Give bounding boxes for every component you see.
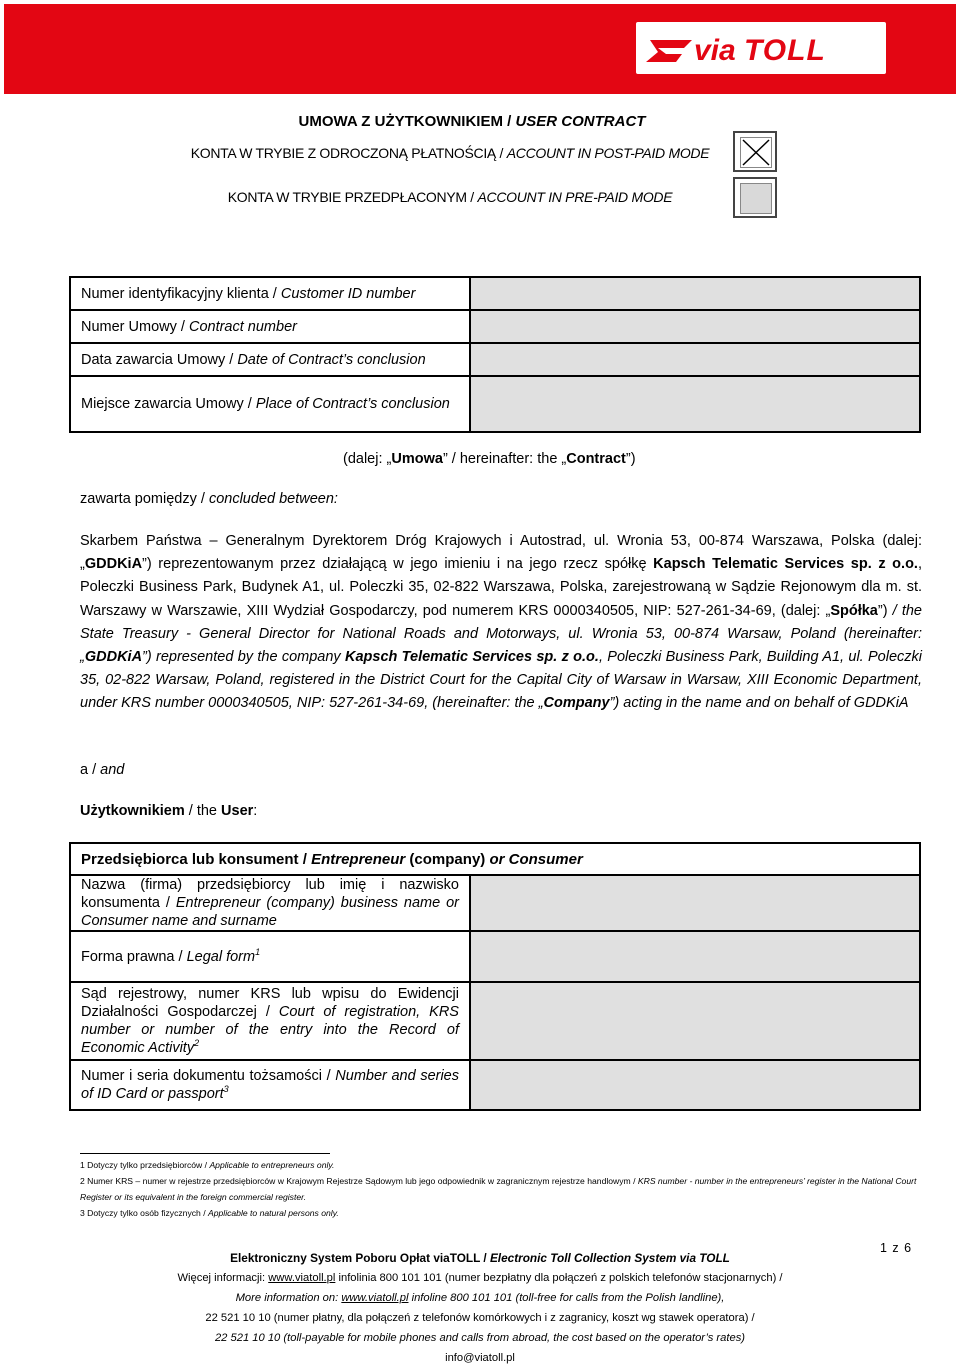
contract-date-field[interactable] (470, 343, 920, 376)
parties-paragraph: Skarbem Państwa – Generalnym Dyrektorem Dróg Krajowych i Autostrad, ul. Wronia 53, 00-874 Warszawa, Polska (dalej: „GDDKiA”) reprezentowanym przez działającą w jego imieniu i na jego rzecz spółkę Kapsch Telematic Services sp. z o.o., Poleczki Business Park, Budynek A1, ul. Poleczki 35, 02-822 Warszawa, Polska, zarejestrowaną w Sądzie Rejonowym dla m. st. Warszawy w Warszawie, XIII Wydział Gospodarczy, pod numerem KRS 0000340505, NIP: 527-261-34-69, (dalej: „Spółka”) / the State Treasury - General Director for National Roads and Motorways, ul. Wronia 53, 00-874 Warsaw, Poland (hereinafter: „GDDKiA”) represented by the company Kapsch Telematic Services sp. z o.o., Poleczki Business Park, Building A1, ul. Poleczki 35, 02-822 Warsaw, Poland, registered in the District Court for the Capital City of Warsaw in Warsaw, XIII Economic Department, under KRS number 0000340505, NIP: 527-261-34-69, (hereinafter: the „Company”) acting in the name and on behalf of GDDKiA (80, 533, 922, 712)
hereinafter-contract: (dalej: „Umowa” / hereinafter: the „Contract”) (343, 451, 636, 467)
footnote-3: 3 Dotyczy tylko osób fizycznych / Applicable to natural persons only. (80, 1208, 339, 1218)
id-document-label: Numer i seria dokumentu tożsamości / Number and series of ID Card or passport$^3$ (70, 1060, 470, 1110)
page-number: 1 z 6 (880, 1241, 913, 1255)
and-line: a / and (80, 762, 125, 778)
postpaid-checkbox[interactable] (733, 131, 777, 172)
prepaid-mode-label: KONTA W TRYBIE PRZEDPŁACONYM / ACCOUNT IN PRE-PAID MODE (227, 189, 673, 205)
website-link-en[interactable]: www.viatoll.pl (341, 1292, 409, 1304)
footer-info-pl: Więcej informacji: www.viatoll.pl infolinia 800 101 101 (numer bezpłatny dla połączeń z polskich telefonów stacjonarnych) / (177, 1272, 783, 1284)
concluded-between: zawarta pomiędzy / concluded between: (80, 491, 338, 507)
svg-text:via: via (694, 34, 736, 67)
prepaid-checkbox[interactable] (733, 177, 777, 218)
user-type-heading: Przedsiębiorca lub konsument / Entrepreneur (company) or Consumer (70, 843, 920, 875)
footer-info-en: More information on: www.viatoll.pl infoline 800 101 101 (toll-free for calls from the Polish landline), (235, 1292, 725, 1304)
footer-paid-en: 22 521 10 10 (toll-payable for mobile phones and calls from abroad, the cost based on the operator’s rates) (214, 1332, 746, 1344)
viatoll-logo (636, 22, 886, 74)
footnote-2: 2 Numer KRS – numer w rejestrze przedsiębiorców w Krajowym Rejestrze Sądowym lub jego odpowiednik w zagranicznym rejestrze handlowym / KRS number - number in the entrepreneurs’ register in the National Court Register or its equivalent in the foreign commercial register. (80, 1176, 917, 1202)
svg-text:TOLL: TOLL (744, 34, 826, 67)
customer-id-label: Numer identyfikacyjny klienta / Customer ID number (70, 277, 470, 310)
contract-date-label: Data zawarcia Umowy / Date of Contract’s conclusion (70, 343, 470, 376)
contract-place-field[interactable] (470, 376, 920, 432)
footnote-divider (80, 1153, 330, 1154)
footer-email[interactable]: info@viatoll.pl (445, 1352, 515, 1364)
business-name-field[interactable] (470, 875, 920, 931)
footnote-1: 1 Dotyczy tylko przedsiębiorców / Applicable to entrepreneurs only. (80, 1160, 335, 1170)
contract-place-label: Miejsce zawarcia Umowy / Place of Contract’s conclusion (70, 376, 470, 432)
legal-form-label: Forma prawna / Legal form$^1$ (70, 931, 470, 982)
user-details-table (69, 842, 921, 1111)
id-document-field[interactable] (470, 1060, 920, 1110)
court-registration-field[interactable] (470, 982, 920, 1060)
postpaid-mode-label: KONTA W TRYBIE Z ODROCZONĄ PŁATNOŚCIĄ / ACCOUNT IN POST-PAID MODE (190, 145, 710, 161)
business-name-label: Nazwa (firma) przedsiębiorcy lub imię i nazwisko konsumenta / Entrepreneur (company) business name or Consumer name and surname (70, 875, 470, 931)
contract-details-table (69, 276, 921, 433)
footer-system-name: Elektroniczny System Poboru Opłat viaTOLL / Electronic Toll Collection System via TOLL (230, 1251, 730, 1265)
contract-number-label: Numer Umowy / Contract number (70, 310, 470, 343)
user-line: Użytkownikiem / the User: (80, 803, 258, 819)
website-link[interactable]: www.viatoll.pl (268, 1272, 336, 1284)
check-x-icon (742, 139, 770, 166)
contract-number-field[interactable] (470, 310, 920, 343)
legal-form-field[interactable] (470, 931, 920, 982)
contract-title: UMOWA Z UŻYTKOWNIKIEM / USER CONTRACT (298, 113, 646, 130)
footer-paid-pl: 22 521 10 10 (numer płatny, dla połączeń z telefonów komórkowych i z zagranicy, koszt wg stawek operatora) / (205, 1312, 755, 1324)
customer-id-field[interactable] (470, 277, 920, 310)
court-registration-label: Sąd rejestrowy, numer KRS lub wpisu do Ewidencji Działalności Gospodarczej / Court of registration, KRS number or number of the entry into the Record of Economic Activity$^2$ (70, 982, 470, 1060)
